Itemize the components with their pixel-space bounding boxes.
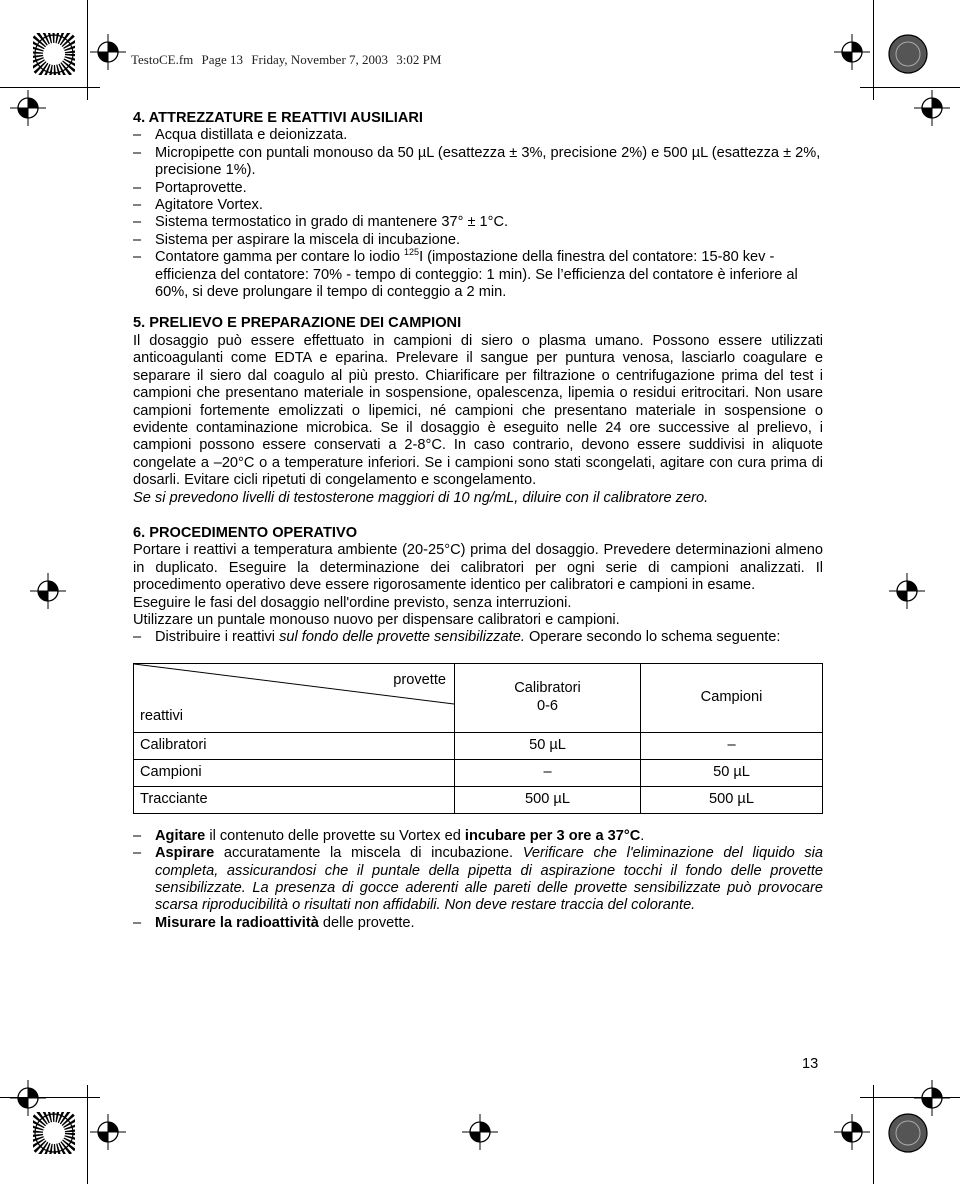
corner-label-reattivi: reattivi xyxy=(140,708,183,725)
column-header-calibratori xyxy=(455,663,641,732)
list-item-text: Contatore gamma per contare lo iodio xyxy=(155,249,405,266)
step-aspirare: – Aspirare accuratamente la miscela di incubazione. Verificare che l'eliminazione del liquido sia completa, assicurandosi che il puntale della pipetta di aspirazione tocchi il fondo delle provette sensibilizzate. La presenza di gocce aderenti alle pareti delle provette sensibilizzate può provocare scarsa riproducibilità o risultati non affidabili. Non deve restare traccia del colorante. xyxy=(133,845,824,914)
list-item: – Portaprovette. xyxy=(133,179,247,196)
list-item-italic: sul fondo delle provette sensibilizzate. xyxy=(279,629,525,646)
dispensing-table xyxy=(133,663,823,814)
crop-mark-line xyxy=(87,0,88,100)
crop-mark-line xyxy=(873,0,874,100)
document-body xyxy=(133,110,823,932)
isotope-superscript: 125 xyxy=(404,247,420,258)
step-misurare: – Misurare la radioattività delle provette. xyxy=(133,914,415,931)
list-item-text: Sistema per aspirare la miscela di incubazione. xyxy=(155,231,460,248)
step-text: delle provette. xyxy=(318,914,415,931)
step-agitare: – Agitare il contenuto delle provette su Vortex ed incubare per 3 ore a 37°C. xyxy=(133,827,645,844)
step-italic: Verificare che l'eliminazione del liquido sia completa, assicurandosi che il puntale della pipetta di aspirazione tocchi il fondo delle provette sensibilizzate. La presenza di gocce aderenti alle pareti delle provette sensibilizzate può provocare scarsa riproducibilità o risultati non affidabili. Non deve restare traccia del colorante. xyxy=(155,845,824,914)
section-5-paragraph: Il dosaggio può essere effettuato in campioni di siero o plasma umano. Possono essere utilizzati anticoagulanti come EDTA e eparina. Prelevare il sangue per puntura venosa, lasciarlo coagulare e separare il siero dal coagulo al più presto. Chiarificare per filtrazione o centrifugazione prima del test i campioni che presentano materiale in sospensione, opalescenza, lipemia o residui eritrocitari. Non usare campioni fortemente emolizzati o lipemici, né campioni che presentano materiale in sospensione o evidente contaminazione microbica. Se il dosaggio è eseguito nelle 24 ore successive al prelievo, i campioni possono essere conservati a 2-8°C. In caso contrario, devono essere suddivisi in aliquote congelate a –20°C o a temperature inferiori. Se i campioni sono stati scongelati, agitare con cura prima di dosarli. Evitare cicli ripetuti di congelamento e scongelamento. xyxy=(133,332,823,489)
table-row xyxy=(134,759,823,786)
table-cell: 500 µL xyxy=(641,786,823,813)
list-item: – Micropipette con puntali monouso da 50 µL (esattezza ± 3%, precisione 2%) e 500 µL (esattezza ± 2%, precisione 1%). xyxy=(133,144,821,179)
list-item-distribute: – Distribuire i reattivi sul fondo delle provette sensibilizzate. Operare secondo lo schema seguente: xyxy=(133,629,781,646)
table-row xyxy=(134,732,823,759)
registration-target-icon xyxy=(834,1114,870,1150)
section-5-note: Se si prevedono livelli di testosterone maggiori di 10 ng/mL, diluire con il calibratore zero. xyxy=(133,489,709,506)
row-label: Campioni xyxy=(134,759,455,786)
list-item: – Sistema per aspirare la miscela di incubazione. xyxy=(133,231,460,248)
registration-target-icon xyxy=(30,573,66,609)
list-item-text: Micropipette con puntali monouso da 50 µL (esattezza ± 3%, precisione 2%) e 500 µL (esattezza ± 2%, precisione 1%). xyxy=(155,144,821,179)
registration-starburst-icon xyxy=(33,1112,75,1154)
section-4 xyxy=(133,110,823,301)
table-cell: – xyxy=(455,759,641,786)
page-number: 13 xyxy=(802,1056,819,1072)
registration-target-icon xyxy=(10,1080,46,1116)
section-5-title: 5. PRELIEVO E PREPARAZIONE DEI CAMPIONI xyxy=(133,315,462,332)
column-header-campioni: Campioni xyxy=(641,663,823,732)
list-item-text: Acqua distillata e deionizzata. xyxy=(155,127,348,144)
step-text: il contenuto delle provette su Vortex ed xyxy=(205,827,465,844)
section-6-paragraph: Utilizzare un puntale monouso nuovo per dispensare calibratori e campioni. xyxy=(133,611,620,628)
table-row xyxy=(134,786,823,813)
row-label: Tracciante xyxy=(134,786,455,813)
crop-mark-line xyxy=(873,1085,874,1184)
row-label: Calibratori xyxy=(134,732,455,759)
list-item: – Agitatore Vortex. xyxy=(133,197,263,214)
registration-starburst-icon xyxy=(887,1112,929,1154)
column-header-text: 0-6 xyxy=(536,697,559,714)
table-cell: 50 µL xyxy=(455,732,641,759)
step-bold: Misurare la radioattività xyxy=(155,914,319,931)
crop-mark-line xyxy=(860,87,960,88)
registration-target-icon xyxy=(90,34,126,70)
header-file: TestoCE.fm xyxy=(131,52,194,67)
header-time: 3:02 PM xyxy=(396,52,442,67)
section-6-paragraph: Eseguire le fasi del dosaggio nell'ordine previsto, senza interruzioni. xyxy=(133,594,572,611)
registration-target-icon xyxy=(914,1080,950,1116)
list-item: – Sistema termostatico in grado di mantenere 37° ± 1°C. xyxy=(133,214,509,231)
table-cell: 50 µL xyxy=(641,759,823,786)
list-item-text: Portaprovette. xyxy=(155,179,247,196)
list-item-text: Agitatore Vortex. xyxy=(155,197,263,214)
list-item-text: Operare secondo lo schema seguente: xyxy=(524,629,781,646)
list-item-text: Sistema termostatico in grado di mantenere 37° ± 1°C. xyxy=(155,214,509,231)
list-item-text: I (impostazione della finestra del contatore: 15-80 kev - efficienza del contatore: 70% - tempo di conteggio: 1 min). Se l’efficienza del contatore è inferiore al 60%, si deve prolungare il tempo di conteggio a 2 min. xyxy=(155,249,798,301)
step-bold: incubare per 3 ore a 37°C xyxy=(464,827,641,844)
list-item: – Acqua distillata e deionizzata. xyxy=(133,127,348,144)
table-header-row xyxy=(134,663,823,732)
registration-target-icon xyxy=(462,1114,498,1150)
registration-target-icon xyxy=(10,90,46,126)
registration-target-icon xyxy=(90,1114,126,1150)
table-cell: 500 µL xyxy=(455,786,641,813)
table-corner-cell xyxy=(134,663,455,732)
registration-starburst-icon xyxy=(33,33,75,75)
header-date: Friday, November 7, 2003 xyxy=(251,52,389,67)
registration-starburst-icon xyxy=(887,33,929,75)
section-5 xyxy=(133,315,823,506)
corner-label-provette: provette xyxy=(393,671,446,688)
section-4-title: 4. ATTREZZATURE E REATTIVI AUSILIARI xyxy=(133,110,423,126)
header-page: Page 13 xyxy=(201,52,244,67)
column-header-text: Calibratori xyxy=(514,680,581,697)
section-6 xyxy=(133,525,823,932)
registration-target-icon xyxy=(889,573,925,609)
list-item-text: Distribuire i reattivi xyxy=(155,629,280,646)
table-cell: – xyxy=(641,732,823,759)
registration-target-icon xyxy=(914,90,950,126)
crop-mark-line xyxy=(0,87,100,88)
list-item-gamma-counter: – Contatore gamma per contare lo iodio $^{125}$I (impostazione della finestra del contatore: 15-80 kev - efficienza del contatore: 70% - tempo di conteggio: 1 min). Se l’efficienza del contatore è inferiore al 60%, si deve prolungare il tempo di conteggio a 2 min. xyxy=(133,247,798,301)
section-6-title: 6. PROCEDIMENTO OPERATIVO xyxy=(133,524,358,541)
section-6-paragraph: Portare i reattivi a temperatura ambiente (20-25°C) prima del dosaggio. Prevedere determinazioni almeno in duplicato. Eseguire la determinazione dei calibratori per ogni serie di campioni analizzati. Il procedimento operativo deve essere rigorosamente identico per calibratori e campioni in esame. xyxy=(133,542,823,594)
step-bold: Agitare xyxy=(155,827,206,844)
step-text: . xyxy=(640,827,645,844)
registration-target-icon xyxy=(834,34,870,70)
crop-mark-line xyxy=(87,1085,88,1184)
step-bold: Aspirare xyxy=(155,845,215,862)
step-text: accuratamente la miscela di incubazione. xyxy=(214,845,523,862)
print-header xyxy=(131,52,446,68)
